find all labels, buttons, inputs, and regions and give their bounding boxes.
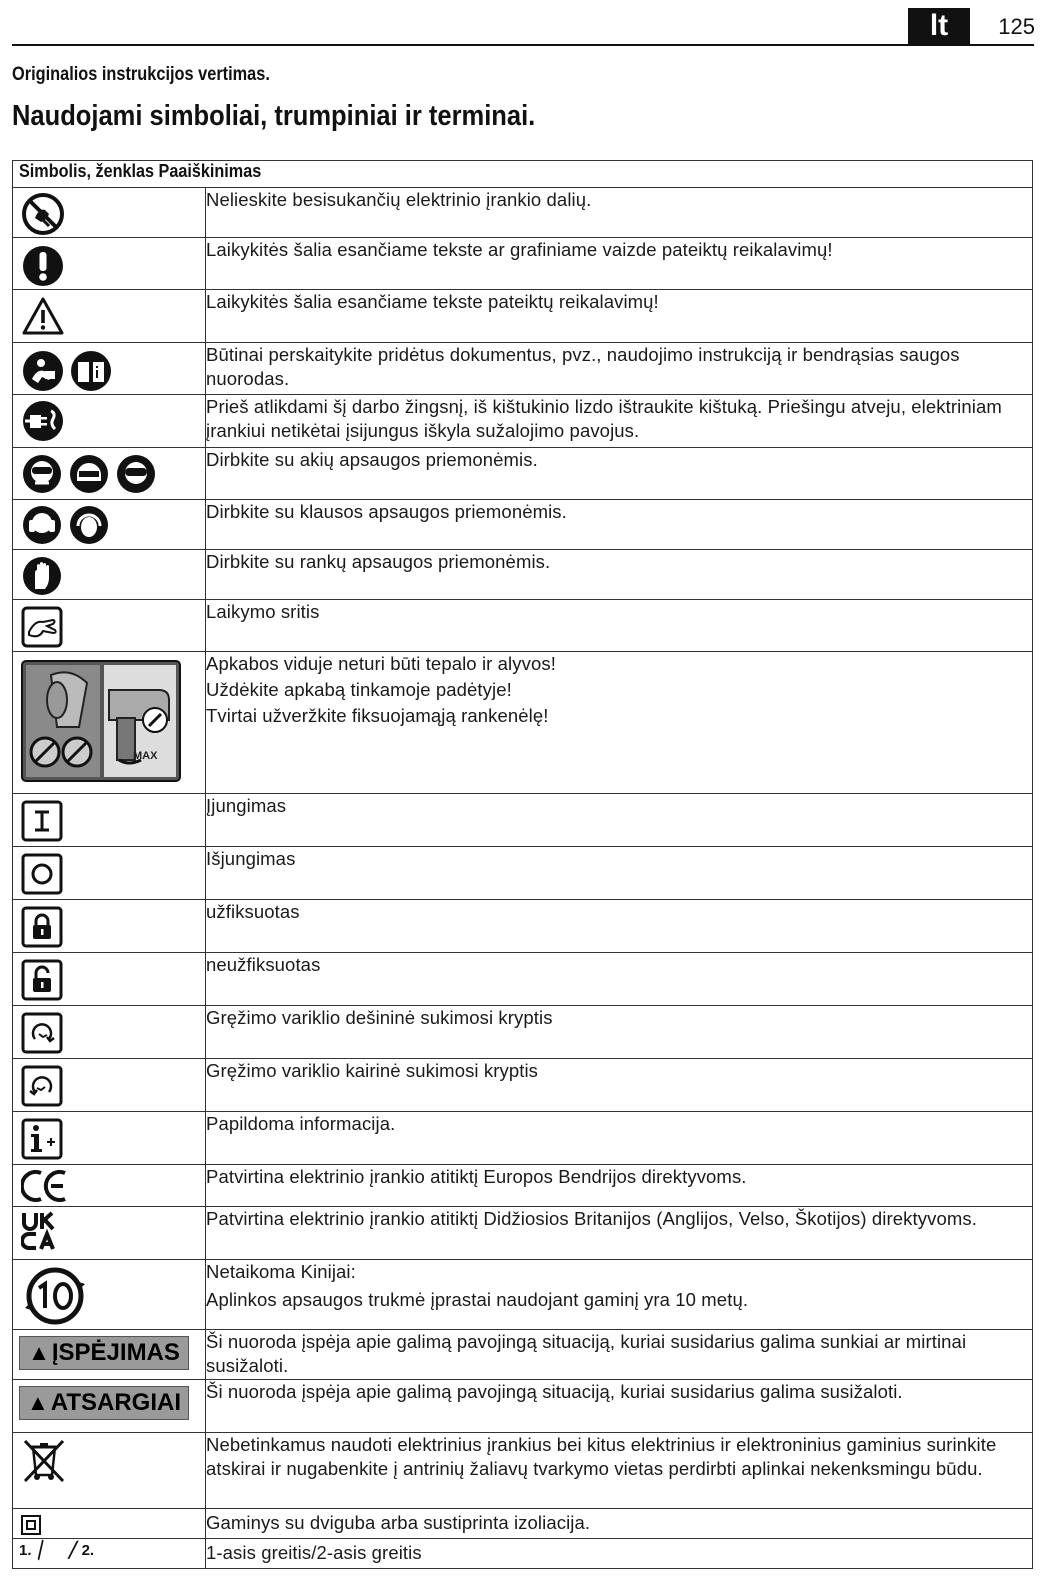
table-row bbox=[13, 395, 1033, 448]
row-description: Dirbkite su akių apsaugos priemonėmis. bbox=[206, 448, 1033, 500]
row-description: Netaikoma Kinijai: Aplinkos apsaugos trukmė įprastai naudojant gaminį yra 10 metų. bbox=[206, 1260, 1033, 1330]
no-touch-rotating-icon bbox=[21, 192, 65, 236]
page-title: Naudojami simboliai, trumpiniai ir terminai. bbox=[12, 100, 536, 132]
row-description: Patvirtina elektrinio įrankio atitiktį Didžiosios Britanijos (Anglijos, Velso, Škotijos) direktyvoms. bbox=[206, 1207, 1033, 1260]
row-description: Dirbkite su rankų apsaugos priemonėmis. bbox=[206, 550, 1033, 600]
symbols-table bbox=[12, 160, 1033, 1569]
warning-triangle-icon: ▲ bbox=[28, 1340, 50, 1365]
double-insulation-icon bbox=[21, 1515, 41, 1535]
table-row bbox=[13, 600, 1033, 652]
table-row bbox=[13, 448, 1033, 500]
power-on-icon bbox=[21, 800, 63, 842]
row-description: Ši nuoroda įspėja apie galimą pavojingą situaciją, kuriai susidarius galima sunkiai ar mirtinai susižaloti. bbox=[206, 1330, 1033, 1380]
ear-protection-icon bbox=[21, 504, 115, 546]
power-off-icon bbox=[21, 853, 63, 895]
ukca-mark-icon bbox=[21, 1211, 61, 1254]
table-row bbox=[13, 238, 1033, 290]
info-plus-icon bbox=[21, 1118, 63, 1160]
row-description: Patvirtina elektrinio įrankio atitiktį Europos Bendrijos direktyvoms. bbox=[206, 1165, 1033, 1207]
table-row bbox=[13, 550, 1033, 600]
row-description: Gaminys su dviguba arba sustiprinta izoliacija. bbox=[206, 1509, 1033, 1539]
table-row bbox=[13, 290, 1033, 343]
row-description: Nebetinkamus naudoti elektrinius įrankius bei kitus elektrinius ir elektroninius gaminius surinkite atskirai ir nugabenkite į antrinių žaliavų tvarkymo vietas perdirbti aplinkai nekenksmingu būdu. bbox=[206, 1433, 1033, 1509]
read-manual-icon bbox=[21, 349, 117, 393]
table-row bbox=[13, 1380, 1033, 1433]
table-row bbox=[13, 1330, 1033, 1380]
table-row bbox=[13, 953, 1033, 1006]
table-row bbox=[13, 1207, 1033, 1260]
row-description: Laikykitės šalia esančiame tekste pateiktų reikalavimų! bbox=[206, 290, 1033, 343]
row-description: Papildoma informacija. bbox=[206, 1112, 1033, 1165]
row-description: Laikykitės šalia esančiame tekste ar grafiniame vaizde pateiktų reikalavimų! bbox=[206, 238, 1033, 290]
language-badge: lt bbox=[908, 8, 970, 44]
row-description: neužfiksuotas bbox=[206, 953, 1033, 1006]
row-description: Apkabos viduje neturi būti tepalo ir alyvos! Uždėkite apkabą tinkamoje padėtyje! Tvirtai užveržkite fiksuojamąją rankenėlę! bbox=[206, 652, 1033, 794]
table-header: Simbolis, ženklas Paaiškinimas bbox=[13, 161, 1033, 188]
clamp-max-label: MAX bbox=[133, 750, 158, 762]
table-row bbox=[13, 847, 1033, 900]
row-description: 1-asis greitis/2-asis greitis bbox=[206, 1539, 1033, 1569]
china-10-years-icon bbox=[21, 1264, 93, 1328]
ce-mark-icon bbox=[21, 1169, 71, 1203]
eye-protection-icon bbox=[21, 453, 161, 495]
rotate-left-icon bbox=[21, 1065, 63, 1107]
row-description: Nelieskite besisukančių elektrinio įrankio dalių. bbox=[206, 188, 1033, 238]
table-row bbox=[13, 343, 1033, 395]
table-row bbox=[13, 794, 1033, 847]
warning-triangle-icon bbox=[21, 296, 65, 336]
table-row bbox=[13, 1260, 1033, 1330]
hand-protection-icon bbox=[21, 555, 63, 597]
row-description: Dirbkite su klausos apsaugos priemonėmis. bbox=[206, 500, 1033, 550]
row-description: Būtinai perskaitykite pridėtus dokumentus, pvz., naudojimo instrukciją ir bendrąsias saugos nuorodas. bbox=[206, 343, 1033, 395]
table-row bbox=[13, 652, 1033, 794]
row-description: Gręžimo variklio dešininė sukimosi kryptis bbox=[206, 1006, 1033, 1059]
table-row bbox=[13, 1112, 1033, 1165]
table-row bbox=[13, 1006, 1033, 1059]
caution-label-icon: ▲ATSARGIAI bbox=[19, 1386, 189, 1420]
locked-icon bbox=[21, 906, 63, 948]
subtitle: Originalios instrukcijos vertimas. bbox=[12, 64, 270, 85]
table-row bbox=[13, 900, 1033, 953]
clamp-instruction-icon bbox=[21, 660, 181, 782]
row-description: Prieš atlikdami šį darbo žingsnį, iš kištukinio lizdo ištraukite kištuką. Priešingu atveju, elektriniam įrankiui netikėtai įsijungus iškyla sužalojimo pavojus. bbox=[206, 395, 1033, 448]
unplug-icon bbox=[21, 399, 65, 443]
table-row bbox=[13, 1509, 1033, 1539]
table-row bbox=[13, 1165, 1033, 1207]
row-description: Gręžimo variklio kairinė sukimosi kryptis bbox=[206, 1059, 1033, 1112]
table-header-row bbox=[13, 161, 1033, 188]
page-number: 125 bbox=[998, 14, 1035, 39]
row-description: Įjungimas bbox=[206, 794, 1033, 847]
rotate-right-icon bbox=[21, 1012, 63, 1054]
unlocked-icon bbox=[21, 959, 63, 1001]
row-description: Laikymo sritis bbox=[206, 600, 1033, 652]
table-row bbox=[13, 188, 1033, 238]
header-rule bbox=[12, 44, 1034, 46]
row-description: Išjungimas bbox=[206, 847, 1033, 900]
table-row bbox=[13, 1059, 1033, 1112]
row-description: užfiksuotas bbox=[206, 900, 1033, 953]
exclamation-icon bbox=[21, 244, 65, 288]
table-row bbox=[13, 500, 1033, 550]
table-row bbox=[13, 1433, 1033, 1509]
grip-area-icon bbox=[21, 606, 63, 648]
row-description: Ši nuoroda įspėja apie galimą pavojingą situaciją, kuriai susidarius galima susižaloti. bbox=[206, 1380, 1033, 1433]
weee-bin-icon bbox=[21, 1437, 67, 1485]
warning-triangle-icon: ▲ bbox=[27, 1390, 49, 1415]
table-row bbox=[13, 1539, 1033, 1569]
speed-icon: 1.╲ ╱ 2. bbox=[19, 1540, 95, 1560]
warning-label-icon: ▲ĮSPĖJIMAS bbox=[19, 1336, 189, 1370]
